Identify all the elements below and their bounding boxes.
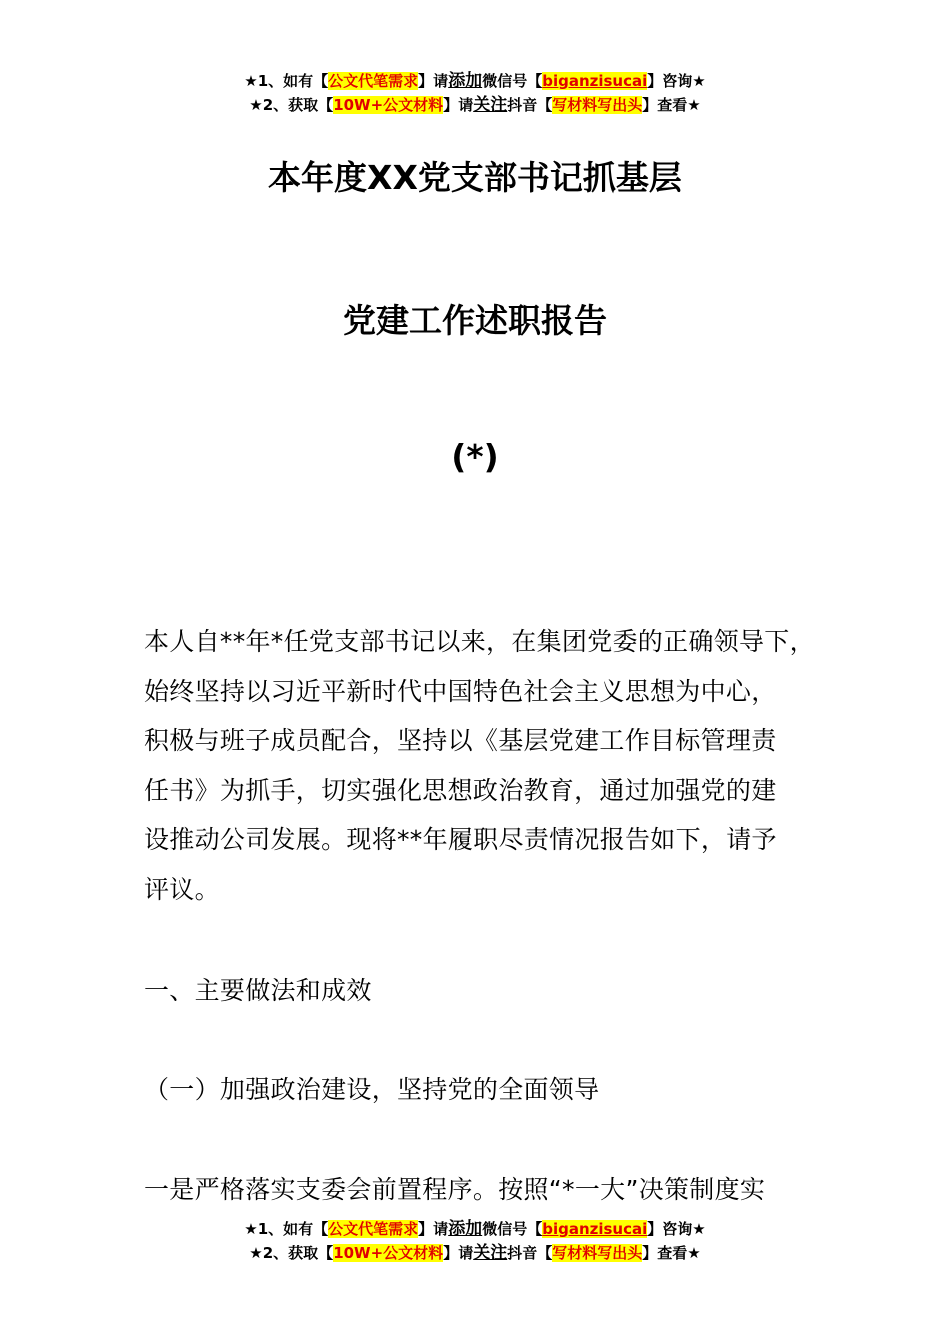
emphasis-text: 关注 bbox=[473, 95, 508, 115]
banner-text: 抖音【 bbox=[507, 96, 553, 114]
paragraph-line: 始终坚持以习近平新时代中国特色社会主义思想为中心， bbox=[144, 676, 777, 706]
banner-text: 微信号【 bbox=[482, 1220, 543, 1238]
banner-text: ★1、如有【 bbox=[244, 72, 329, 90]
banner-text: 】请 bbox=[418, 1220, 449, 1238]
bottom-banner bbox=[0, 1217, 950, 1265]
paragraph-line: 设推动公司发展。现将**年履职尽责情况报告如下，请予 bbox=[144, 825, 777, 854]
wechat-id-highlight: biganzisucai bbox=[542, 72, 648, 90]
banner-text: 】请 bbox=[443, 96, 474, 114]
banner-text: 】咨询★ bbox=[647, 1220, 706, 1238]
banner-text: 】查看★ bbox=[642, 1244, 701, 1262]
banner-text: 微信号【 bbox=[482, 72, 543, 90]
banner-text: ★2、获取【 bbox=[249, 1244, 334, 1262]
subsection-heading: （一）加强政治建设，坚持党的全面领导 bbox=[144, 1075, 600, 1104]
materials-highlight: 10W+公文材料 bbox=[333, 1244, 444, 1262]
intro-paragraph bbox=[144, 617, 834, 914]
banner-text: 抖音【 bbox=[507, 1244, 553, 1262]
paragraph-line: 本人自**年*任党支部书记以来，在集团党委的正确领导下， bbox=[144, 627, 815, 656]
douyin-highlight: 写材料写出头 bbox=[552, 96, 643, 114]
body-paragraph: 一是严格落实支委会前置程序。按照“*一大”决策制度实 bbox=[144, 1175, 766, 1204]
document-title-line-2: 党建工作述职报告 bbox=[343, 301, 607, 340]
wechat-id-highlight: biganzisucai bbox=[542, 1220, 648, 1238]
emphasis-text: 添加 bbox=[448, 71, 483, 91]
materials-highlight: 10W+公文材料 bbox=[333, 96, 444, 114]
banner-text: ★1、如有【 bbox=[244, 1220, 329, 1238]
emphasis-text: 添加 bbox=[448, 1219, 483, 1239]
top-banner bbox=[0, 69, 950, 117]
paragraph-line: 评议。 bbox=[144, 874, 220, 904]
banner-line-2 bbox=[0, 1241, 950, 1265]
banner-line-1 bbox=[0, 1217, 950, 1241]
paragraph-line: 积极与班子成员配合，坚持以《基层党建工作目标管理责 bbox=[144, 726, 777, 755]
document-title-line-3: (*) bbox=[451, 437, 499, 476]
paragraph-line: 任书》为抓手，切实强化思想政治教育，通过加强党的建 bbox=[144, 775, 777, 805]
banner-text: 】请 bbox=[418, 72, 449, 90]
banner-text: 】查看★ bbox=[642, 96, 701, 114]
banner-text: 】咨询★ bbox=[647, 72, 706, 90]
emphasis-text: 关注 bbox=[473, 1243, 508, 1263]
banner-text: 】请 bbox=[443, 1244, 474, 1262]
banner-text: ★2、获取【 bbox=[249, 96, 334, 114]
service-highlight: 公文代笔需求 bbox=[328, 72, 419, 90]
banner-line-1 bbox=[0, 69, 950, 93]
douyin-highlight: 写材料写出头 bbox=[552, 1244, 643, 1262]
section-heading: 一、主要做法和成效 bbox=[144, 976, 372, 1005]
document-title-line-1: 本年度XX党支部书记抓基层 bbox=[268, 158, 682, 197]
service-highlight: 公文代笔需求 bbox=[328, 1220, 419, 1238]
banner-line-2 bbox=[0, 93, 950, 117]
